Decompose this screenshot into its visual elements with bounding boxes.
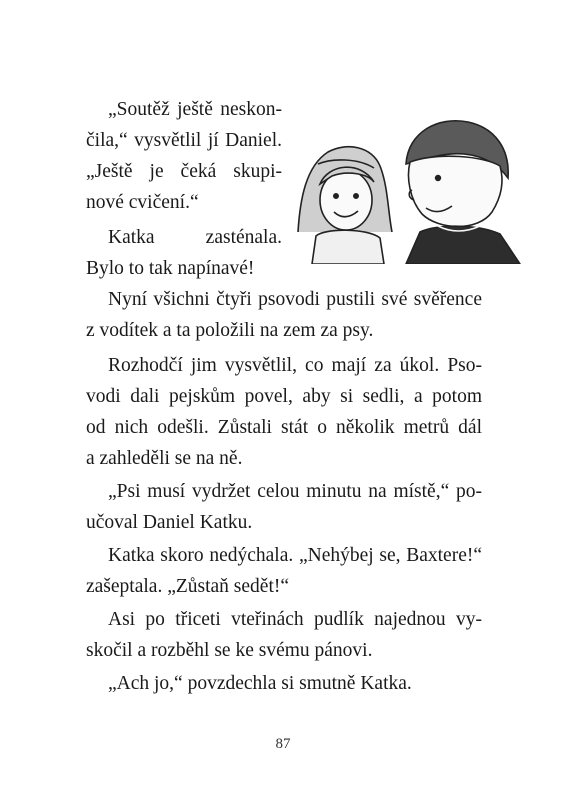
text-line: Bylo to tak napínavé!	[86, 258, 255, 279]
text-line: skočil a rozběhl se ke svému pánovi.	[86, 640, 373, 661]
boy-figure	[406, 121, 520, 264]
text-line: čila,“ vysvětlil jí Daniel.	[86, 130, 282, 151]
text-line: zašeptala. „Zůstaň sedět!“	[86, 576, 290, 597]
children-illustration	[288, 104, 528, 264]
text-line: Asi po třiceti vteřinách pudlík najednou vy-	[108, 609, 482, 630]
text-line: a zahleděli se na ně.	[86, 448, 243, 469]
text-line: „Ještě je čeká skupi-	[86, 161, 282, 182]
text-line: učoval Daniel Katku.	[86, 512, 253, 533]
text-line: „Ach jo,“ povzdechla si smutně Katka.	[108, 673, 412, 694]
girl-figure	[298, 147, 392, 264]
text-line: Rozhodčí jim vysvětlil, co mají za úkol. Pso-	[108, 355, 482, 376]
text-line: z vodítek a ta položili na zem za psy.	[86, 320, 374, 341]
page-number: 87	[275, 736, 291, 752]
text-line: „Psi musí vydržet celou minutu na místě,“ po-	[108, 481, 482, 502]
text-line: vodi dali pejskům povel, aby si sedli, a potom	[86, 386, 482, 407]
text-line: od nich odešli. Zůstali stát o několik metrů dál	[86, 417, 482, 438]
text-line: Katka skoro nedýchala. „Nehýbej se, Baxtere!“	[108, 545, 482, 566]
text-line: Katka zasténala.	[108, 227, 282, 248]
text-line: „Soutěž ještě neskon-	[108, 99, 282, 120]
text-line: Nyní všichni čtyři psovodi pustili své svěřence	[108, 289, 482, 310]
text-line: nové cvičení.“	[86, 192, 199, 213]
